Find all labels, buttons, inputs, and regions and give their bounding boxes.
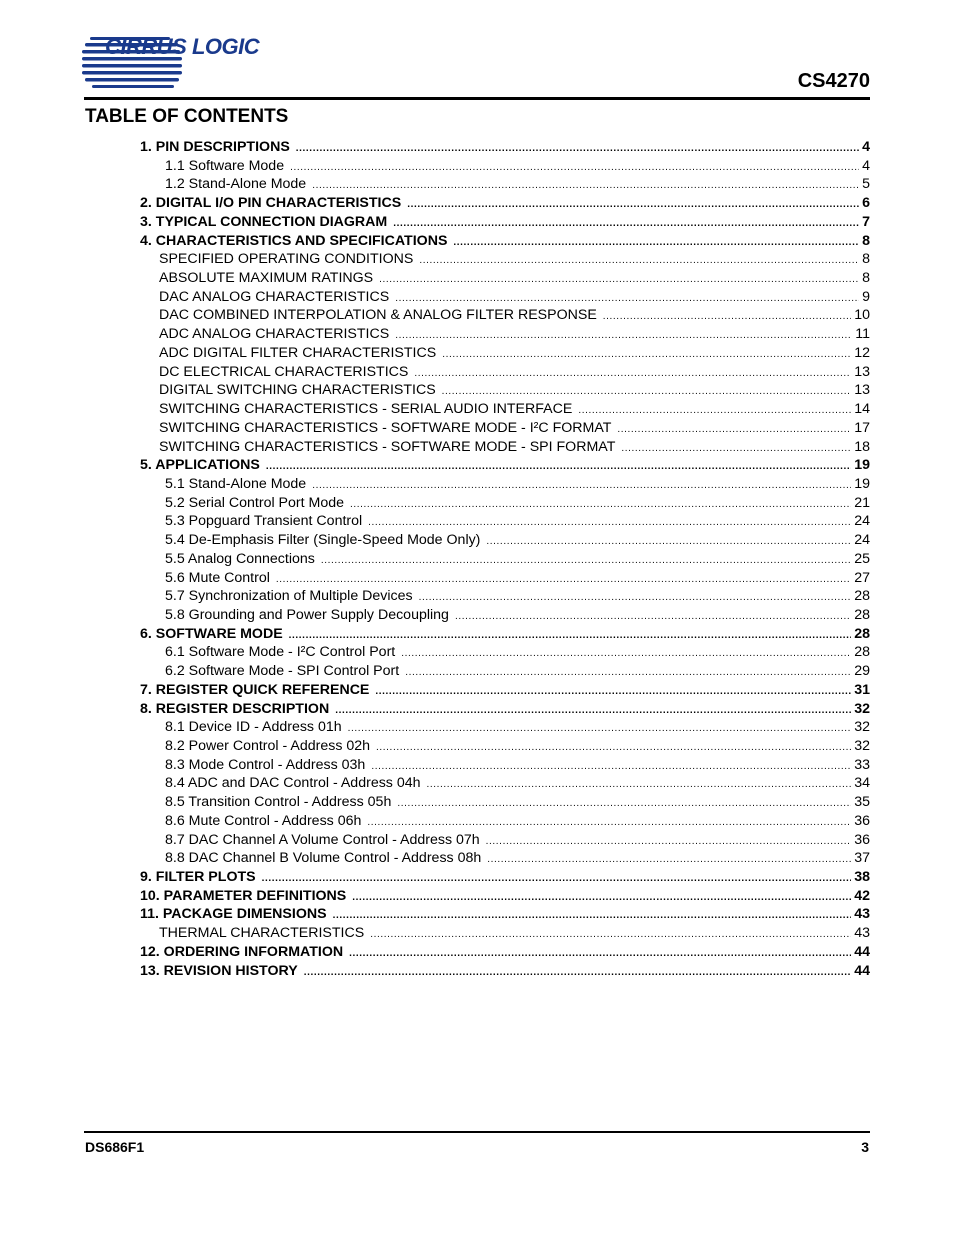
toc-dot-leader <box>414 365 851 384</box>
toc-entry[interactable] <box>140 962 870 981</box>
toc-entry-page: 25 <box>854 550 870 567</box>
toc-dot-leader <box>419 252 859 271</box>
toc-dot-leader <box>405 664 851 683</box>
toc-entry-page: 42 <box>854 887 870 904</box>
toc-entry[interactable] <box>140 175 870 194</box>
toc-entry[interactable] <box>140 494 870 513</box>
toc-entry-page: 4 <box>862 139 870 155</box>
toc-entry[interactable] <box>140 475 870 494</box>
toc-entry-page: 11 <box>855 326 870 343</box>
toc-entry-title: 2. DIGITAL I/O PIN CHARACTERISTICS <box>140 195 402 212</box>
toc-entry[interactable] <box>140 905 870 924</box>
toc-entry[interactable] <box>140 213 870 232</box>
toc-dot-leader <box>350 496 851 515</box>
toc-entry-page: 28 <box>854 644 870 661</box>
toc-entry[interactable] <box>140 643 870 662</box>
toc-dot-leader <box>321 552 851 571</box>
toc-entry-page: 31 <box>854 681 870 698</box>
toc-dot-leader <box>397 795 851 814</box>
toc-entry-title: 8.7 DAC Channel A Volume Control - Address 07h <box>165 831 480 848</box>
toc-entry-title: THERMAL CHARACTERISTICS <box>159 925 365 942</box>
toc-entry-page: 5 <box>862 176 870 193</box>
document-part-number: CS4270 <box>797 70 870 92</box>
document-number: DS686F1 <box>85 1139 145 1155</box>
toc-entry-title: 11. PACKAGE DIMENSIONS <box>140 906 327 923</box>
toc-entry[interactable] <box>140 774 870 793</box>
toc-entry-page: 19 <box>854 475 870 492</box>
toc-entry[interactable] <box>140 812 870 831</box>
toc-entry-title: DAC ANALOG CHARACTERISTICS <box>159 288 390 305</box>
toc-entry-page: 44 <box>854 943 870 960</box>
toc-entry-title: 8.1 Device ID - Address 01h <box>165 719 342 736</box>
toc-entry-page: 36 <box>854 831 870 848</box>
toc-entry-page: 21 <box>854 494 870 511</box>
toc-entry-title: DAC COMBINED INTERPOLATION & ANALOG FILTER RESPONSE <box>159 307 597 324</box>
toc-entry-title: 8.3 Mode Control - Address 03h <box>165 756 366 773</box>
toc-entry[interactable] <box>140 157 870 176</box>
toc-entry[interactable] <box>140 381 870 400</box>
toc-entry-title: ADC DIGITAL FILTER CHARACTERISTICS <box>159 344 437 361</box>
toc-entry[interactable] <box>140 194 870 213</box>
toc-entry[interactable] <box>140 550 870 569</box>
toc-dot-leader <box>442 346 851 365</box>
toc-entry-title: 4. CHARACTERISTICS AND SPECIFICATIONS <box>140 232 448 249</box>
toc-entry-title: 1. PIN DESCRIPTIONS <box>140 139 290 155</box>
logo-wordmark: CIRRUS LOGIC <box>105 34 260 59</box>
toc-entry[interactable] <box>140 363 870 382</box>
toc-entry-title: DC ELECTRICAL CHARACTERISTICS <box>159 363 409 380</box>
toc-entry-page: 8 <box>862 270 870 287</box>
toc-dot-leader <box>427 776 852 795</box>
toc-dot-leader <box>486 833 852 852</box>
toc-entry-page: 8 <box>862 251 870 268</box>
toc-entry[interactable] <box>140 250 870 269</box>
table-of-contents <box>140 138 870 980</box>
toc-dot-leader <box>352 889 851 908</box>
toc-entry-title: 5.6 Mute Control <box>165 569 270 586</box>
toc-entry-title: 8.2 Power Control - Address 02h <box>165 738 371 754</box>
toc-entry-page: 24 <box>854 532 870 549</box>
toc-entry-title: 8.8 DAC Channel B Volume Control - Address 08h <box>165 850 482 867</box>
toc-entry-page: 32 <box>854 719 870 736</box>
toc-entry-title: 5.8 Grounding and Power Supply Decoupling <box>165 606 449 623</box>
page-number: 3 <box>861 1139 869 1155</box>
toc-entry[interactable] <box>140 625 870 644</box>
toc-entry-page: 9 <box>862 288 870 305</box>
toc-entry[interactable] <box>140 288 870 307</box>
toc-entry-page: 24 <box>854 513 870 530</box>
toc-entry-title: 7. REGISTER QUICK REFERENCE <box>140 681 370 698</box>
toc-entry-page: 34 <box>854 775 870 792</box>
toc-dot-leader <box>290 159 859 178</box>
toc-dot-leader <box>266 458 851 477</box>
header-divider <box>84 97 870 100</box>
toc-entry-title: 6.1 Software Mode - I²C Control Port <box>165 644 396 661</box>
toc-entry-title: 5.7 Synchronization of Multiple Devices <box>165 588 413 605</box>
toc-entry-page: 28 <box>854 606 870 623</box>
toc-entry[interactable] <box>140 924 870 943</box>
toc-dot-leader <box>370 926 851 945</box>
toc-entry[interactable] <box>140 681 870 700</box>
toc-entry-page: 10 <box>854 307 870 324</box>
toc-entry-page: 12 <box>854 344 870 361</box>
toc-entry[interactable] <box>140 700 870 719</box>
toc-entry-page: 32 <box>854 738 870 754</box>
toc-entry-title: 12. ORDERING INFORMATION <box>140 943 344 960</box>
toc-dot-leader <box>486 533 851 552</box>
page-title: TABLE OF CONTENTS <box>85 106 289 127</box>
toc-entry-page: 36 <box>854 812 870 829</box>
toc-entry-title: 9. FILTER PLOTS <box>140 869 256 886</box>
toc-entry-title: 5.2 Serial Control Port Mode <box>165 494 345 511</box>
toc-entry[interactable] <box>140 587 870 606</box>
toc-entry-title: 8.5 Transition Control - Address 05h <box>165 794 392 811</box>
toc-dot-leader <box>376 739 851 758</box>
toc-dot-leader <box>312 477 851 496</box>
toc-dot-leader <box>371 758 851 777</box>
toc-dot-leader <box>393 215 859 234</box>
toc-entry[interactable] <box>140 849 870 868</box>
toc-entry-title: 3. TYPICAL CONNECTION DIAGRAM <box>140 213 388 230</box>
toc-entry[interactable] <box>140 531 870 550</box>
toc-dot-leader <box>335 702 851 721</box>
toc-dot-leader <box>375 683 851 702</box>
toc-entry[interactable] <box>140 325 870 344</box>
toc-entry-title: SWITCHING CHARACTERISTICS - SOFTWARE MODE - I²C FORMAT <box>159 419 612 436</box>
toc-entry[interactable] <box>140 512 870 531</box>
toc-entry-page: 13 <box>854 363 870 380</box>
toc-entry[interactable] <box>140 138 870 157</box>
toc-entry-title: 8.6 Mute Control - Address 06h <box>165 812 362 829</box>
toc-entry[interactable] <box>140 419 870 438</box>
toc-dot-leader <box>333 907 852 926</box>
toc-entry[interactable] <box>140 718 870 737</box>
toc-entry[interactable] <box>140 269 870 288</box>
toc-entry-page: 18 <box>854 438 870 455</box>
toc-entry-title: SPECIFIED OPERATING CONDITIONS <box>159 251 414 268</box>
toc-entry-page: 6 <box>862 195 870 212</box>
footer-divider <box>84 1131 870 1133</box>
toc-dot-leader <box>401 645 851 664</box>
toc-entry-page: 14 <box>854 401 870 418</box>
toc-entry-title: ADC ANALOG CHARACTERISTICS <box>159 326 390 343</box>
toc-entry[interactable] <box>140 943 870 962</box>
toc-dot-leader <box>419 589 852 608</box>
toc-dot-leader <box>349 945 851 964</box>
toc-entry[interactable] <box>140 456 870 475</box>
toc-dot-leader <box>395 327 852 346</box>
toc-entry-title: 5.3 Popguard Transient Control <box>165 513 363 530</box>
toc-dot-leader <box>296 140 859 159</box>
toc-entry-page: 43 <box>854 925 870 942</box>
toc-entry-page: 13 <box>854 382 870 399</box>
toc-entry-title: 5.5 Analog Connections <box>165 550 315 567</box>
toc-dot-leader <box>487 851 851 870</box>
toc-entry-page: 35 <box>854 794 870 811</box>
toc-entry[interactable] <box>140 400 870 419</box>
toc-entry[interactable] <box>140 569 870 588</box>
toc-entry-page: 8 <box>862 232 870 249</box>
toc-entry-title: 5. APPLICATIONS <box>140 457 260 474</box>
toc-dot-leader <box>407 196 859 215</box>
toc-entry-page: 17 <box>854 419 870 436</box>
toc-entry-title: DIGITAL SWITCHING CHARACTERISTICS <box>159 382 436 399</box>
toc-entry[interactable] <box>140 232 870 251</box>
toc-dot-leader <box>617 421 851 440</box>
toc-entry[interactable] <box>140 737 870 756</box>
toc-dot-leader <box>453 234 859 253</box>
toc-entry-title: 6. SOFTWARE MODE <box>140 625 283 642</box>
toc-entry-page: 19 <box>854 457 870 474</box>
toc-entry[interactable] <box>140 887 870 906</box>
toc-entry[interactable] <box>140 793 870 812</box>
toc-dot-leader <box>455 608 851 627</box>
toc-entry[interactable] <box>140 662 870 681</box>
toc-dot-leader <box>348 720 852 739</box>
toc-entry-title: SWITCHING CHARACTERISTICS - SOFTWARE MODE - SPI FORMAT <box>159 438 616 455</box>
toc-entry-page: 28 <box>854 588 870 605</box>
toc-entry-page: 38 <box>854 869 870 886</box>
toc-entry-title: 10. PARAMETER DEFINITIONS <box>140 887 347 904</box>
toc-entry-title: SWITCHING CHARACTERISTICS - SERIAL AUDIO INTERFACE <box>159 401 573 418</box>
toc-dot-leader <box>304 964 852 983</box>
toc-entry-title: 13. REVISION HISTORY <box>140 962 298 979</box>
toc-dot-leader <box>379 271 859 290</box>
toc-entry-page: 4 <box>862 157 870 174</box>
toc-entry[interactable] <box>140 344 870 363</box>
toc-entry-title: 1.2 Stand-Alone Mode <box>165 176 307 193</box>
toc-entry-page: 28 <box>854 625 870 642</box>
toc-entry-page: 33 <box>854 756 870 773</box>
toc-entry-page: 29 <box>854 663 870 680</box>
toc-dot-leader <box>578 402 851 421</box>
toc-entry-page: 27 <box>854 569 870 586</box>
toc-entry-page: 7 <box>862 213 870 230</box>
toc-entry[interactable] <box>140 438 870 457</box>
toc-dot-leader <box>621 440 851 459</box>
toc-entry-page: 32 <box>854 700 870 717</box>
toc-entry-title: 8. REGISTER DESCRIPTION <box>140 700 330 717</box>
toc-entry-title: 5.4 De-Emphasis Filter (Single-Speed Mode Only) <box>165 532 481 549</box>
toc-entry[interactable] <box>140 306 870 325</box>
toc-entry[interactable] <box>140 606 870 625</box>
toc-entry[interactable] <box>140 831 870 850</box>
toc-entry-page: 43 <box>854 906 870 923</box>
toc-entry-title: ABSOLUTE MAXIMUM RATINGS <box>159 270 374 287</box>
toc-entry-title: 5.1 Stand-Alone Mode <box>165 475 307 492</box>
toc-entry-page: 37 <box>854 850 870 867</box>
toc-entry[interactable] <box>140 756 870 775</box>
toc-entry-title: 8.4 ADC and DAC Control - Address 04h <box>165 775 421 792</box>
toc-entry-title: 1.1 Software Mode <box>165 157 285 174</box>
toc-dot-leader <box>603 308 851 327</box>
toc-entry-page: 44 <box>854 962 870 979</box>
toc-entry[interactable] <box>140 868 870 887</box>
toc-entry-title: 6.2 Software Mode - SPI Control Port <box>165 663 400 680</box>
